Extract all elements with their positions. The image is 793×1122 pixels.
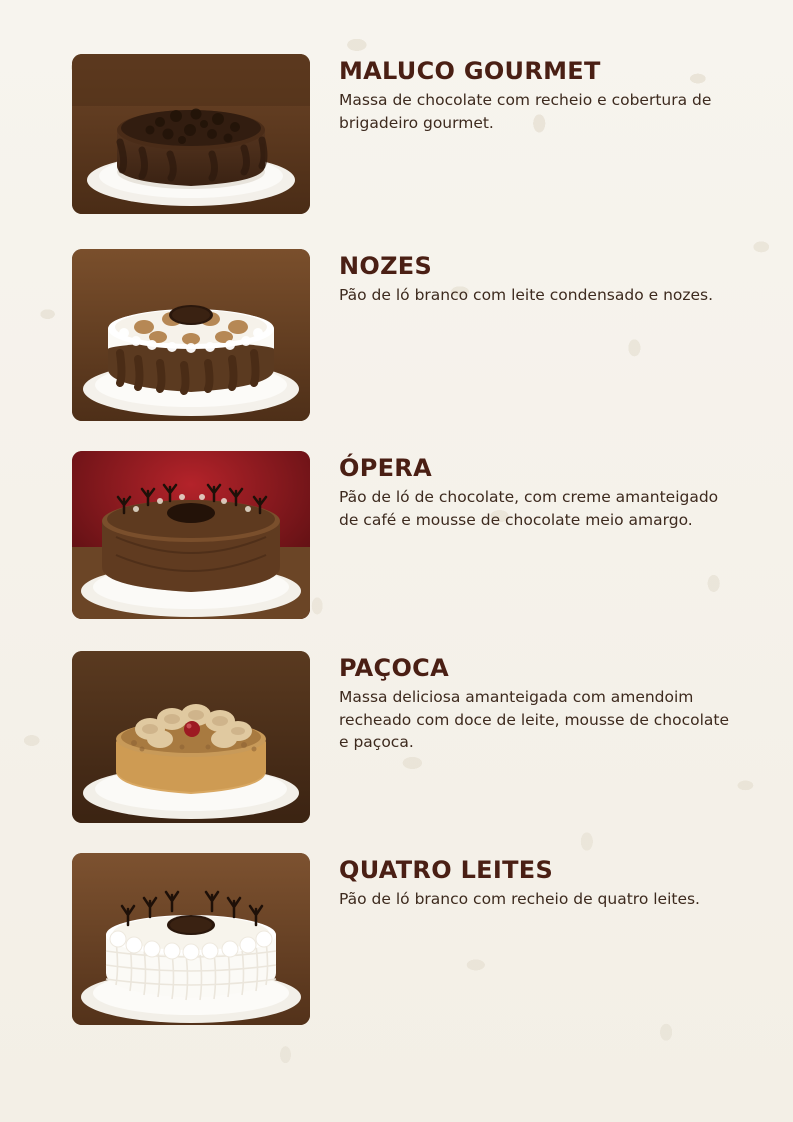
item-description: Pão de ló de chocolate, com creme amanteigado de café e mousse de chocolate meio amargo. — [339, 488, 719, 529]
page-title: ÓPERA — [339, 454, 432, 482]
cake-photo-pacoca — [72, 651, 310, 823]
list-item — [0, 249, 793, 421]
item-text-block — [310, 651, 730, 754]
list-item — [0, 54, 793, 214]
item-text-block — [310, 853, 700, 911]
list-item — [0, 651, 793, 823]
page-title: QUATRO LEITES — [339, 856, 554, 884]
item-description: Pão de ló branco com recheio de quatro leites. — [339, 890, 700, 909]
item-description: Massa de chocolate com recheio e cobertura de brigadeiro gourmet. — [339, 91, 712, 132]
cake-photo-quatro-leites — [72, 853, 310, 1025]
cake-photo-maluco-gourmet — [72, 54, 310, 214]
item-text-block — [310, 451, 730, 531]
page-title: NOZES — [339, 252, 433, 280]
cake-photo-nozes — [72, 249, 310, 421]
page-title: MALUCO GOURMET — [339, 57, 601, 85]
item-text-block — [310, 249, 713, 307]
item-description: Pão de ló branco com leite condensado e nozes. — [339, 286, 714, 305]
list-item — [0, 451, 793, 619]
page-title: PAÇOCA — [339, 654, 449, 682]
list-item — [0, 853, 793, 1025]
item-description: Massa deliciosa amanteigada com amendoim recheado com doce de leite, mousse de chocolate e paçoca. — [339, 688, 730, 752]
cake-photo-opera — [72, 451, 310, 619]
item-text-block — [310, 54, 730, 134]
